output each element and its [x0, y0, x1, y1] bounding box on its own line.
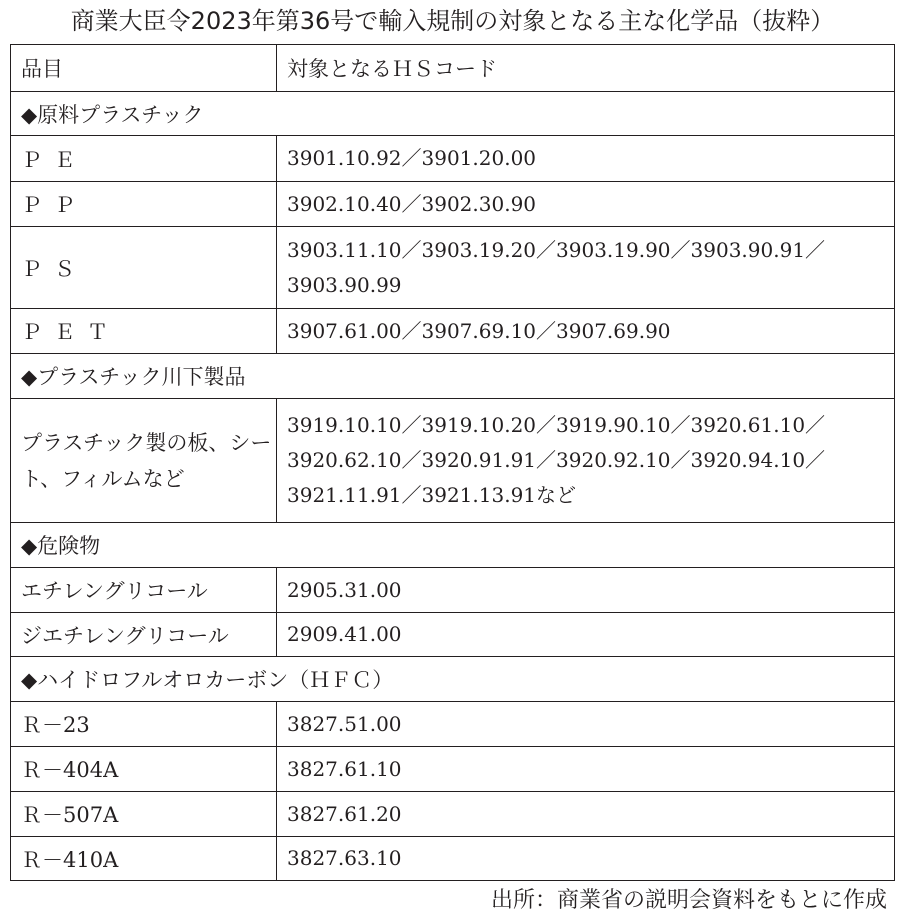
- hs-code-cell: 3827.61.20: [277, 792, 895, 837]
- table-row: [11, 182, 895, 227]
- item-cell: ＰＥ: [11, 136, 277, 182]
- item-cell: ジエチレングリコール: [11, 613, 277, 657]
- hs-code-cell: 3919.10.10／3919.10.20／3919.90.10／3920.61.10／3920.62.10／3920.91.91／3920.92.10／3920.94.10／3921.11.91／3921.13.91など: [277, 399, 895, 523]
- hs-code-cell: 3827.61.10: [277, 747, 895, 792]
- item-cell: エチレングリコール: [11, 568, 277, 613]
- section-heading-row: [11, 354, 895, 399]
- header-item: 品目: [11, 45, 277, 92]
- table-row: [11, 399, 895, 523]
- section-heading: ◆原料プラスチック: [11, 92, 895, 136]
- section-heading-row: [11, 523, 895, 568]
- table-row: [11, 568, 895, 613]
- item-cell: ＰＥＴ: [11, 309, 277, 354]
- item-cell: ＰＰ: [11, 182, 277, 227]
- table-row: [11, 837, 895, 881]
- hs-code-cell: 2909.41.00: [277, 613, 895, 657]
- item-cell: プラスチック製の板、シート、フィルムなど: [11, 399, 277, 523]
- section-heading-row: [11, 92, 895, 136]
- section-heading: ◆ハイドロフルオロカーボン（ＨＦＣ）: [11, 657, 895, 702]
- header-hs-code: 対象となるＨＳコード: [277, 45, 895, 92]
- table-row: [11, 309, 895, 354]
- hs-code-cell: 3827.51.00: [277, 702, 895, 747]
- table-row: [11, 136, 895, 182]
- table-title: 商業大臣令2023年第36号で輸入規制の対象となる主な化学品（抜粋）: [70, 7, 835, 35]
- section-heading-row: [11, 657, 895, 702]
- item-cell: Ｒ－23: [11, 702, 277, 747]
- table-row: [11, 227, 895, 309]
- hs-code-table: [10, 44, 895, 881]
- item-cell: Ｒ－507A: [11, 792, 277, 837]
- hs-code-cell: 2905.31.00: [277, 568, 895, 613]
- hs-code-cell: 3827.63.10: [277, 837, 895, 881]
- section-heading: ◆危険物: [11, 523, 895, 568]
- hs-code-cell: 3907.61.00／3907.69.10／3907.69.90: [277, 309, 895, 354]
- item-cell: Ｒ－404A: [11, 747, 277, 792]
- hs-code-cell: 3903.11.10／3903.19.20／3903.19.90／3903.90.91／3903.90.99: [277, 227, 895, 309]
- table-header-row: [11, 45, 895, 92]
- table-row: [11, 747, 895, 792]
- item-cell: Ｒ－410A: [11, 837, 277, 881]
- table-row: [11, 792, 895, 837]
- table-row: [11, 613, 895, 657]
- source-note: 出所：商業省の説明会資料をもとに作成: [490, 888, 887, 913]
- section-heading: ◆プラスチック川下製品: [11, 354, 895, 399]
- item-cell: ＰＳ: [11, 227, 277, 309]
- table-row: [11, 702, 895, 747]
- hs-code-cell: 3902.10.40／3902.30.90: [277, 182, 895, 227]
- hs-code-cell: 3901.10.92／3901.20.00: [277, 136, 895, 182]
